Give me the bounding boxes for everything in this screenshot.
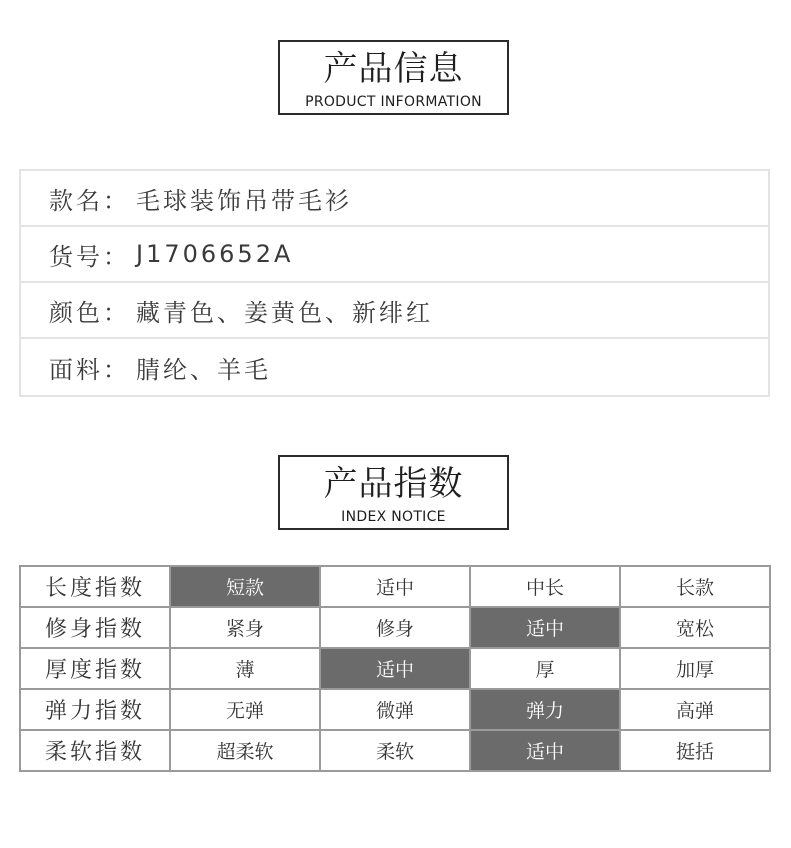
index-row-label: 弹力指数: [20, 689, 170, 730]
index-option: 宽松: [620, 607, 770, 648]
index-row-softness: [20, 730, 770, 771]
index-option: 适中: [320, 566, 470, 607]
index-option: 挺括: [620, 730, 770, 771]
product-info-title: [278, 40, 509, 115]
info-value: 毛球装饰吊带毛衫: [136, 186, 352, 215]
index-row-thickness: [20, 648, 770, 689]
index-row-fit: [20, 607, 770, 648]
info-value: J1706652A: [136, 240, 294, 268]
index-option: 无弹: [170, 689, 320, 730]
index-option: 紧身: [170, 607, 320, 648]
index-row-elasticity: [20, 689, 770, 730]
index-option: 长款: [620, 566, 770, 607]
info-value: 腈纶、羊毛: [136, 355, 271, 384]
info-row-color: [21, 283, 768, 339]
index-row-label: 厚度指数: [20, 648, 170, 689]
index-option: 超柔软: [170, 730, 320, 771]
index-row-label: 修身指数: [20, 607, 170, 648]
index-option: 适中: [470, 730, 620, 771]
info-key: 货号：: [49, 242, 130, 271]
index-notice-title-en: INDEX NOTICE: [341, 509, 446, 525]
index-option: 短款: [170, 566, 320, 607]
index-row-length: [20, 566, 770, 607]
index-option: 微弹: [320, 689, 470, 730]
index-option: 高弹: [620, 689, 770, 730]
info-key: 款名：: [49, 186, 130, 215]
index-row-label: 柔软指数: [20, 730, 170, 771]
index-notice-title: [278, 455, 509, 530]
product-info-title-en: PRODUCT INFORMATION: [305, 94, 482, 110]
index-option: 修身: [320, 607, 470, 648]
info-key: 面料：: [49, 355, 130, 384]
info-row-sku: [21, 227, 768, 283]
index-row-label: 长度指数: [20, 566, 170, 607]
index-option: 薄: [170, 648, 320, 689]
info-row-name: [21, 171, 768, 227]
index-option: 中长: [470, 566, 620, 607]
index-table: [19, 565, 771, 772]
product-info-table: [19, 169, 770, 397]
index-option: 厚: [470, 648, 620, 689]
info-value: 藏青色、姜黄色、新绯红: [136, 298, 433, 327]
index-option: 加厚: [620, 648, 770, 689]
info-row-fabric: [21, 339, 768, 395]
index-option: 柔软: [320, 730, 470, 771]
index-option: 适中: [470, 607, 620, 648]
index-notice-title-cn: 产品指数: [323, 464, 464, 504]
index-option: 适中: [320, 648, 470, 689]
info-key: 颜色：: [49, 298, 130, 327]
index-option: 弹力: [470, 689, 620, 730]
product-info-title-cn: 产品信息: [323, 49, 464, 89]
